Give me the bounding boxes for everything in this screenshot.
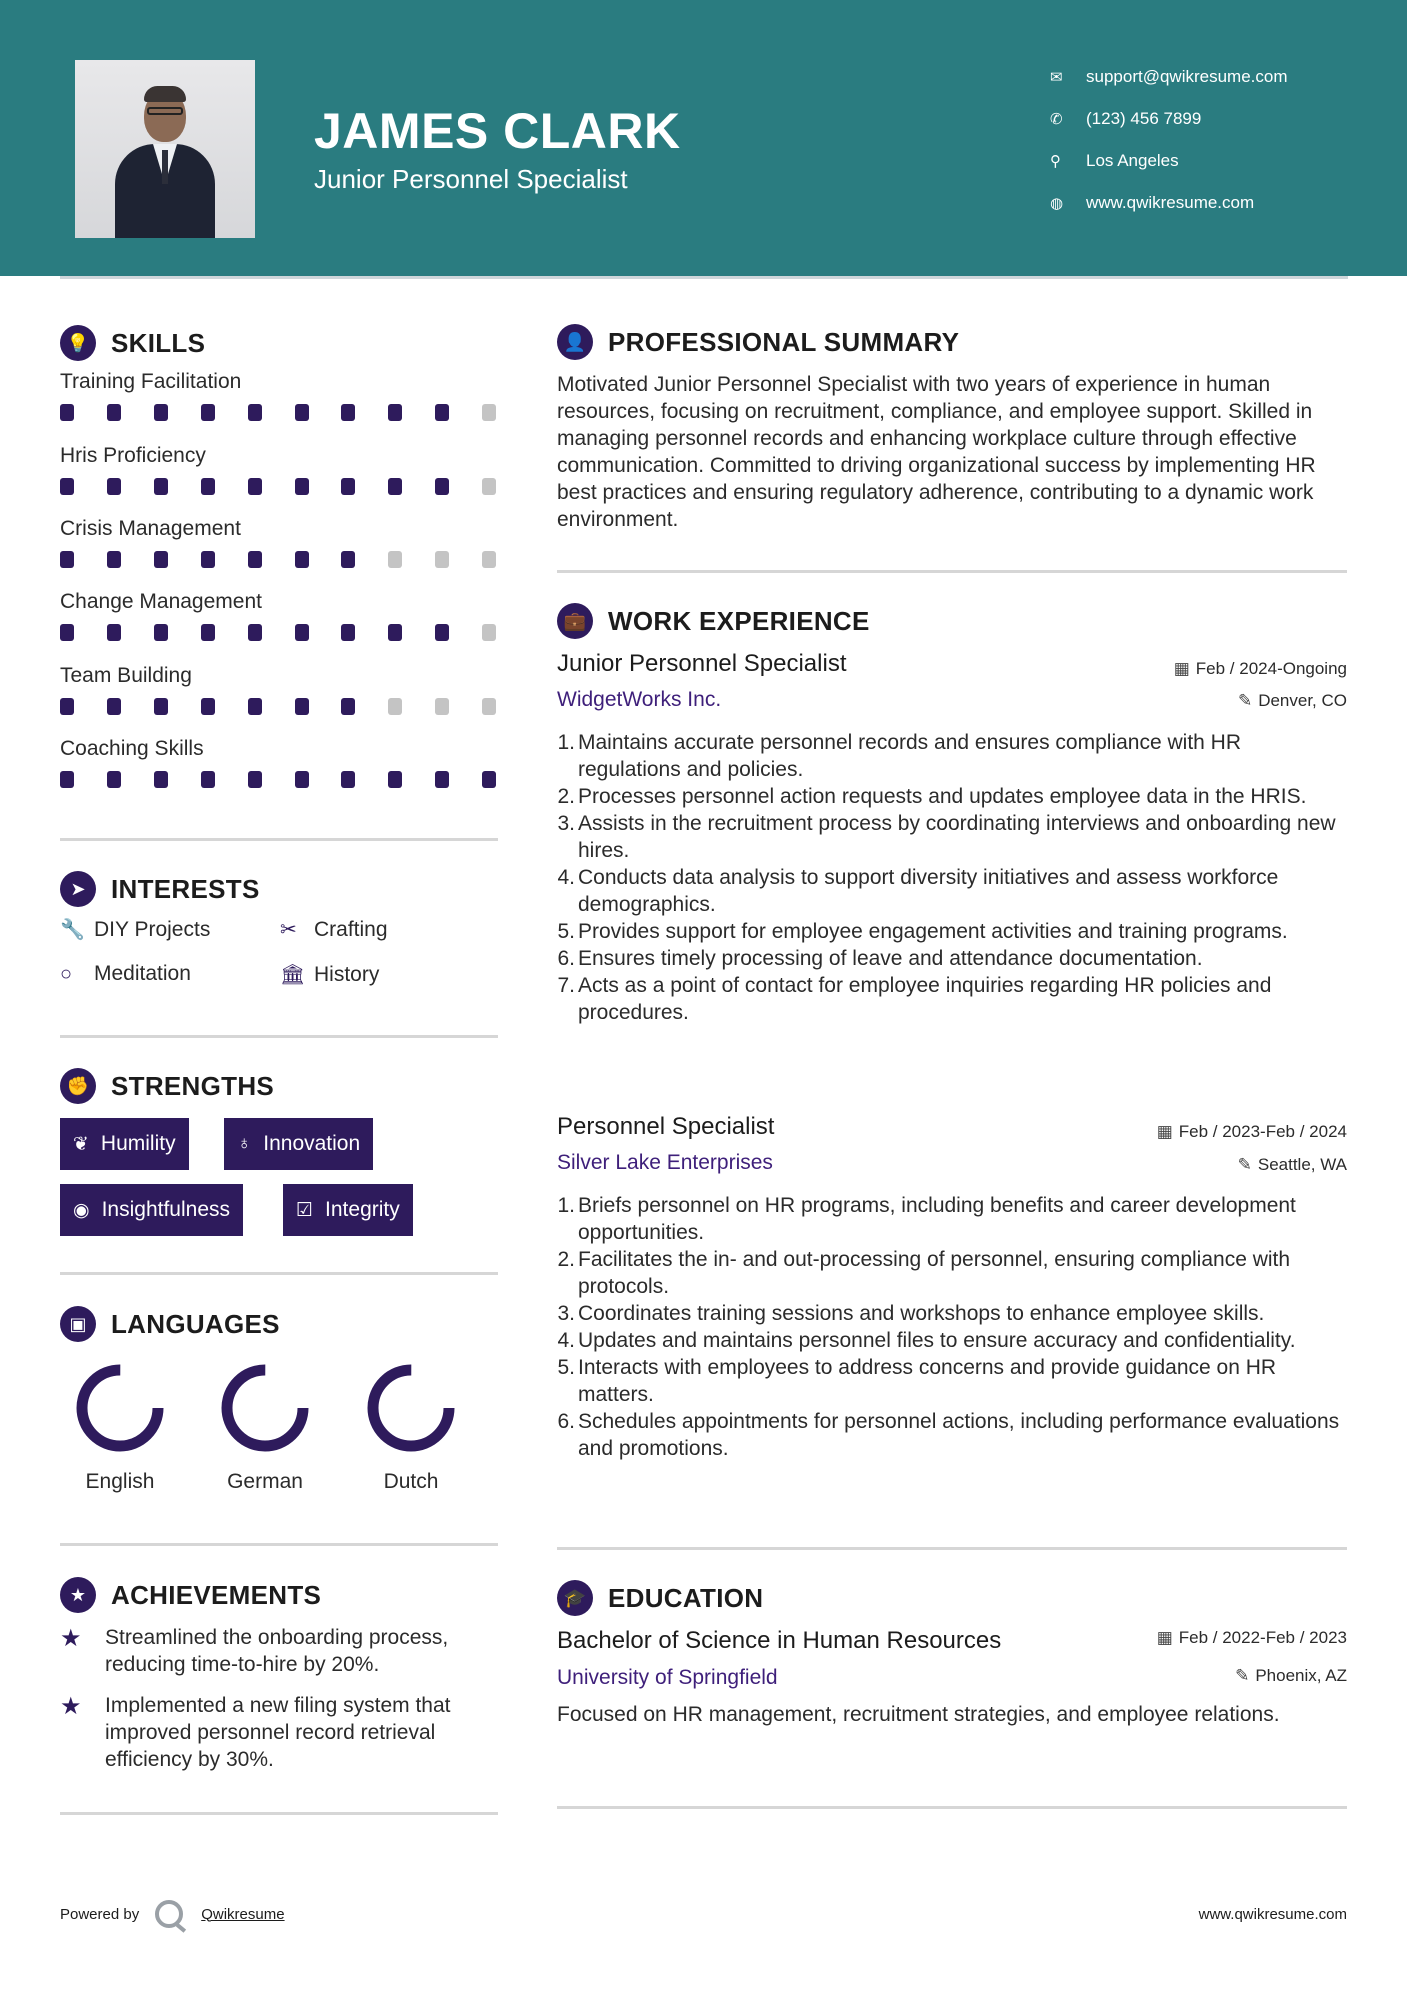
bullet-item — [557, 810, 1347, 864]
qwikresume-logo-icon — [155, 1900, 183, 1928]
bullet-text: Interacts with employees to address concerns and provide guidance on HR matters. — [578, 1356, 1277, 1406]
bullet-number: 2 . — [557, 1246, 575, 1300]
skill-level-dot — [154, 478, 168, 495]
bullet-number: 5 . — [557, 918, 575, 945]
contact-list — [1050, 56, 1288, 224]
candidate-title: Junior Personnel Specialist — [314, 164, 628, 194]
bullet-text: Updates and maintains personnel files to ensure accuracy and confidentiality. — [578, 1329, 1296, 1352]
interest-item: ○ Meditation — [60, 962, 191, 985]
fist-icon: ✊ — [60, 1068, 96, 1104]
contact-location: ⚲ Los Angeles — [1050, 151, 1179, 170]
museum-icon: 🏛 — [280, 964, 306, 986]
skill-name: Training Facilitation — [60, 370, 242, 393]
bullet-number: 1 . — [557, 1192, 575, 1246]
section-divider — [60, 1812, 498, 1815]
circle-icon: ○ — [60, 962, 73, 985]
leaf-icon: ❦ — [73, 1133, 89, 1155]
bullet-item — [557, 864, 1347, 918]
language-item — [60, 1360, 180, 1494]
skill-level-dot — [435, 404, 449, 421]
bullet-item — [557, 1354, 1347, 1408]
skill-level-dot — [107, 478, 121, 495]
section-divider — [60, 1272, 498, 1275]
skill-level-dot — [60, 404, 74, 421]
skill-level-dots — [60, 624, 500, 642]
company-name: Silver Lake Enterprises — [557, 1151, 773, 1174]
footer-brand-link[interactable]: Qwikresume — [201, 1905, 285, 1923]
skill-item — [60, 444, 500, 496]
skill-level-dot — [482, 404, 496, 421]
section-divider — [557, 1806, 1347, 1809]
bullet-item — [557, 945, 1347, 972]
envelope-icon: ✉ — [1050, 69, 1063, 86]
contact-email[interactable]: ✉ support@qwikresume.com — [1050, 67, 1288, 86]
skill-level-dot — [388, 624, 402, 641]
language-level-arc — [217, 1360, 313, 1456]
interest-item: ✂ Crafting — [280, 917, 388, 941]
bullet-number: 7 . — [557, 972, 575, 1026]
skill-level-dot — [341, 478, 355, 495]
bullet-item — [557, 783, 1347, 810]
language-item — [351, 1360, 471, 1494]
bullet-number: 4 . — [557, 1327, 575, 1354]
section-divider — [60, 1035, 498, 1038]
map-pin-icon: ⚲ — [1050, 153, 1061, 170]
skill-level-dot — [435, 698, 449, 715]
pushpin-icon: ✎ — [1237, 691, 1253, 710]
job-bullets — [557, 729, 1347, 1026]
footer-powered-by: Powered by Qwikresume — [60, 1900, 285, 1928]
language-name: German — [227, 1470, 303, 1493]
profile-photo — [75, 60, 255, 238]
bullet-number: 3 . — [557, 1300, 575, 1327]
scissors-icon: ✂ — [280, 919, 297, 941]
skill-level-dot — [295, 404, 309, 421]
school-name: University of Springfield — [557, 1666, 778, 1689]
bullet-item — [557, 1408, 1347, 1462]
star-icon: ★ — [60, 1693, 82, 1720]
skill-level-dot — [248, 551, 262, 568]
bullet-text: Acts as a point of contact for employee inquiries regarding HR policies and procedures. — [578, 974, 1272, 1024]
skill-level-dot — [295, 771, 309, 788]
bullet-text: Assists in the recruitment process by coordinating interviews and onboarding new hires. — [578, 812, 1336, 862]
job-title: Junior Personnel Specialist — [557, 650, 847, 677]
strength-tag: ◉ Insightfulness — [60, 1184, 243, 1236]
skill-level-dot — [248, 478, 262, 495]
skill-level-dot — [435, 478, 449, 495]
skill-level-dot — [482, 624, 496, 641]
user-icon: 👤 — [557, 324, 593, 360]
skill-level-dot — [107, 624, 121, 641]
bullet-item — [557, 729, 1347, 783]
languages-heading: ▣ LANGUAGES — [60, 1306, 280, 1342]
bullet-text: Coordinates training sessions and workshops to enhance employee skills. — [578, 1302, 1265, 1325]
skill-level-dot — [201, 698, 215, 715]
skill-level-dot — [341, 624, 355, 641]
skill-level-dot — [482, 771, 496, 788]
language-level-ring — [82, 1370, 158, 1446]
skill-level-dot — [201, 478, 215, 495]
skill-item — [60, 590, 500, 642]
skill-name: Hris Proficiency — [60, 444, 206, 467]
education-dates: ▦ Feb / 2022-Feb / 2023 — [1156, 1628, 1347, 1647]
footer-website[interactable]: www.qwikresume.com — [1198, 1906, 1347, 1923]
paper-plane-icon: ➤ — [60, 871, 96, 907]
skill-level-dot — [201, 771, 215, 788]
skill-level-dot — [201, 551, 215, 568]
phone-icon: ✆ — [1050, 111, 1063, 128]
skill-level-dot — [60, 624, 74, 641]
star-badge-icon: ★ — [60, 1577, 96, 1613]
skill-level-dot — [341, 404, 355, 421]
bullet-number: 2 . — [557, 783, 575, 810]
bullet-number: 3 . — [557, 810, 575, 864]
bullet-text: Processes personnel action requests and updates employee data in the HRIS. — [578, 785, 1307, 808]
resume-header — [0, 0, 1407, 276]
skill-item — [60, 517, 500, 569]
bullet-item — [557, 1300, 1347, 1327]
job-title: Personnel Specialist — [557, 1113, 775, 1140]
skill-level-dot — [482, 551, 496, 568]
skill-level-dot — [482, 698, 496, 715]
checkbox-icon: ☑ — [296, 1199, 314, 1221]
job-dates: ▦ Feb / 2023-Feb / 2024 — [1156, 1122, 1347, 1141]
skill-level-dot — [388, 478, 402, 495]
skill-level-dot — [295, 478, 309, 495]
skill-level-dot — [60, 771, 74, 788]
language-name: English — [85, 1470, 155, 1493]
bullet-number: 4 . — [557, 864, 575, 918]
job-location: ✎ Seattle, WA — [1237, 1155, 1347, 1174]
job-location: ✎ Denver, CO — [1237, 691, 1347, 710]
calendar-icon: ▦ — [1173, 659, 1190, 678]
skill-level-dot — [341, 771, 355, 788]
bullet-number: 1 . — [557, 729, 575, 783]
skill-level-dot — [482, 478, 496, 495]
skill-level-dot — [388, 698, 402, 715]
section-divider — [557, 570, 1347, 573]
calendar-icon: ▦ — [1156, 1122, 1173, 1141]
skill-level-dot — [388, 771, 402, 788]
skill-item — [60, 370, 500, 422]
language-name: Dutch — [383, 1470, 439, 1493]
header-divider — [60, 276, 1348, 279]
strength-tag: ♁ Innovation — [224, 1118, 373, 1170]
bullet-text: Provides support for employee engagement activities and training programs. — [578, 920, 1288, 943]
pushpin-icon: ✎ — [1237, 1155, 1252, 1174]
skill-level-dot — [60, 551, 74, 568]
skill-level-dot — [107, 551, 121, 568]
skill-level-dot — [107, 698, 121, 715]
globe-icon: ◍ — [1050, 195, 1064, 212]
language-item — [205, 1360, 325, 1494]
section-divider — [557, 1547, 1347, 1550]
skill-level-dot — [435, 771, 449, 788]
bullet-item — [557, 972, 1347, 1026]
calendar-icon: ▦ — [1156, 1628, 1173, 1647]
skill-level-dots — [60, 404, 500, 422]
wrench-icon: 🔧 — [60, 919, 85, 941]
skill-level-dot — [60, 698, 74, 715]
language-level-arc — [363, 1360, 459, 1456]
strength-tag: ❦ Humility — [60, 1118, 189, 1170]
achievement-item: ★ Implemented a new filing system that improved personnel record retrieval efficiency by 30%. — [60, 1693, 451, 1771]
language-level-ring — [373, 1370, 449, 1446]
skill-name: Team Building — [60, 664, 192, 687]
job-bullets — [557, 1192, 1347, 1462]
star-icon: ★ — [60, 1625, 82, 1652]
contact-phone[interactable]: ✆ (123) 456 7899 — [1050, 109, 1202, 128]
skill-level-dot — [388, 404, 402, 421]
skill-level-dot — [388, 551, 402, 568]
section-divider — [60, 1543, 498, 1546]
achievements-heading: ★ ACHIEVEMENTS — [60, 1577, 321, 1613]
company-name: WidgetWorks Inc. — [557, 688, 722, 711]
skill-level-dot — [107, 771, 121, 788]
interest-item: 🔧 DIY Projects — [60, 917, 211, 941]
eye-icon: ◉ — [73, 1199, 90, 1221]
interest-item: 🏛 History — [280, 962, 380, 986]
bullet-item — [557, 918, 1347, 945]
skill-level-dot — [435, 624, 449, 641]
skill-level-dots — [60, 771, 500, 789]
education-heading: 🎓 EDUCATION — [557, 1580, 763, 1616]
skill-level-dot — [435, 551, 449, 568]
skill-level-dot — [248, 404, 262, 421]
contact-website[interactable]: ◍ www.qwikresume.com — [1050, 193, 1255, 212]
skill-item — [60, 664, 500, 716]
skill-level-dot — [295, 551, 309, 568]
bullet-item — [557, 1327, 1347, 1354]
skill-level-dots — [60, 478, 500, 496]
graduation-cap-icon: 🎓 — [557, 1580, 593, 1616]
bullet-item — [557, 1246, 1347, 1300]
skill-level-dot — [107, 404, 121, 421]
skill-level-dots — [60, 551, 500, 569]
skill-name: Coaching Skills — [60, 737, 204, 760]
bullet-text: Maintains accurate personnel records and ensures compliance with HR regulations and policies. — [578, 731, 1241, 781]
skill-level-dot — [248, 771, 262, 788]
job-dates: ▦ Feb / 2024-Ongoing — [1173, 659, 1347, 678]
summary-text: Motivated Junior Personnel Specialist with two years of experience in human resources, focusing on recruitment, compliance, and employee support. Skilled in managing personnel records and enhancing workplace culture through effective communication. Committed to driving organizational success by implementing HR best practices and ensuring regulatory adherence, contributing to a dynamic work environment. — [557, 373, 1316, 531]
bullet-text: Facilitates the in- and out-processing of personnel, ensuring compliance with protocols. — [578, 1248, 1291, 1298]
degree-title: Bachelor of Science in Human Resources — [557, 1627, 1002, 1654]
skill-level-dot — [201, 404, 215, 421]
skill-level-dot — [341, 551, 355, 568]
bullet-text: Briefs personnel on HR programs, including benefits and career development opportunities. — [578, 1194, 1296, 1244]
skill-level-dot — [248, 624, 262, 641]
skill-level-dot — [201, 624, 215, 641]
candidate-name: JAMES CLARK — [314, 103, 681, 159]
summary-heading: 👤 PROFESSIONAL SUMMARY — [557, 324, 959, 360]
skill-level-dot — [154, 698, 168, 715]
pushpin-icon: ✎ — [1235, 1666, 1250, 1685]
strength-tag: ☑ Integrity — [283, 1184, 413, 1236]
language-level-ring — [227, 1370, 303, 1446]
achievement-item: ★ Streamlined the onboarding process, reducing time-to-hire by 20%. — [60, 1625, 449, 1676]
skill-name: Change Management — [60, 590, 262, 613]
bullet-item — [557, 1192, 1347, 1246]
education-location: ✎ Phoenix, AZ — [1235, 1666, 1347, 1685]
lightbulb-icon: 💡 — [60, 325, 96, 361]
skill-level-dot — [154, 404, 168, 421]
skill-level-dot — [154, 551, 168, 568]
section-divider — [60, 838, 498, 841]
bullet-text: Ensures timely processing of leave and attendance documentation. — [578, 947, 1203, 970]
skill-level-dots — [60, 698, 500, 716]
skill-level-dot — [60, 478, 74, 495]
strengths-heading: ✊ STRENGTHS — [60, 1068, 274, 1104]
id-card-icon: ▣ — [60, 1306, 96, 1342]
education-description: Focused on HR management, recruitment strategies, and employee relations. — [557, 1703, 1280, 1726]
skills-heading: 💡 SKILLS — [60, 325, 205, 361]
skill-level-dot — [154, 771, 168, 788]
skill-level-dot — [341, 698, 355, 715]
bullet-text: Conducts data analysis to support diversity initiatives and assess workforce demographics. — [578, 866, 1279, 916]
skill-level-dot — [248, 698, 262, 715]
bullet-text: Schedules appointments for personnel actions, including performance evaluations and promotions. — [578, 1410, 1340, 1460]
lightbulb-icon: ♁ — [237, 1133, 252, 1154]
experience-heading: 💼 WORK EXPERIENCE — [557, 603, 870, 639]
language-level-arc — [72, 1360, 168, 1456]
skill-item — [60, 737, 500, 789]
briefcase-icon: 💼 — [557, 603, 593, 639]
skill-name: Crisis Management — [60, 517, 241, 540]
bullet-number: 6 . — [557, 945, 575, 972]
skill-level-dot — [295, 698, 309, 715]
skill-level-dot — [295, 624, 309, 641]
bullet-number: 5 . — [557, 1354, 575, 1408]
skill-level-dot — [154, 624, 168, 641]
bullet-number: 6 . — [557, 1408, 575, 1462]
interests-heading: ➤ INTERESTS — [60, 871, 260, 907]
